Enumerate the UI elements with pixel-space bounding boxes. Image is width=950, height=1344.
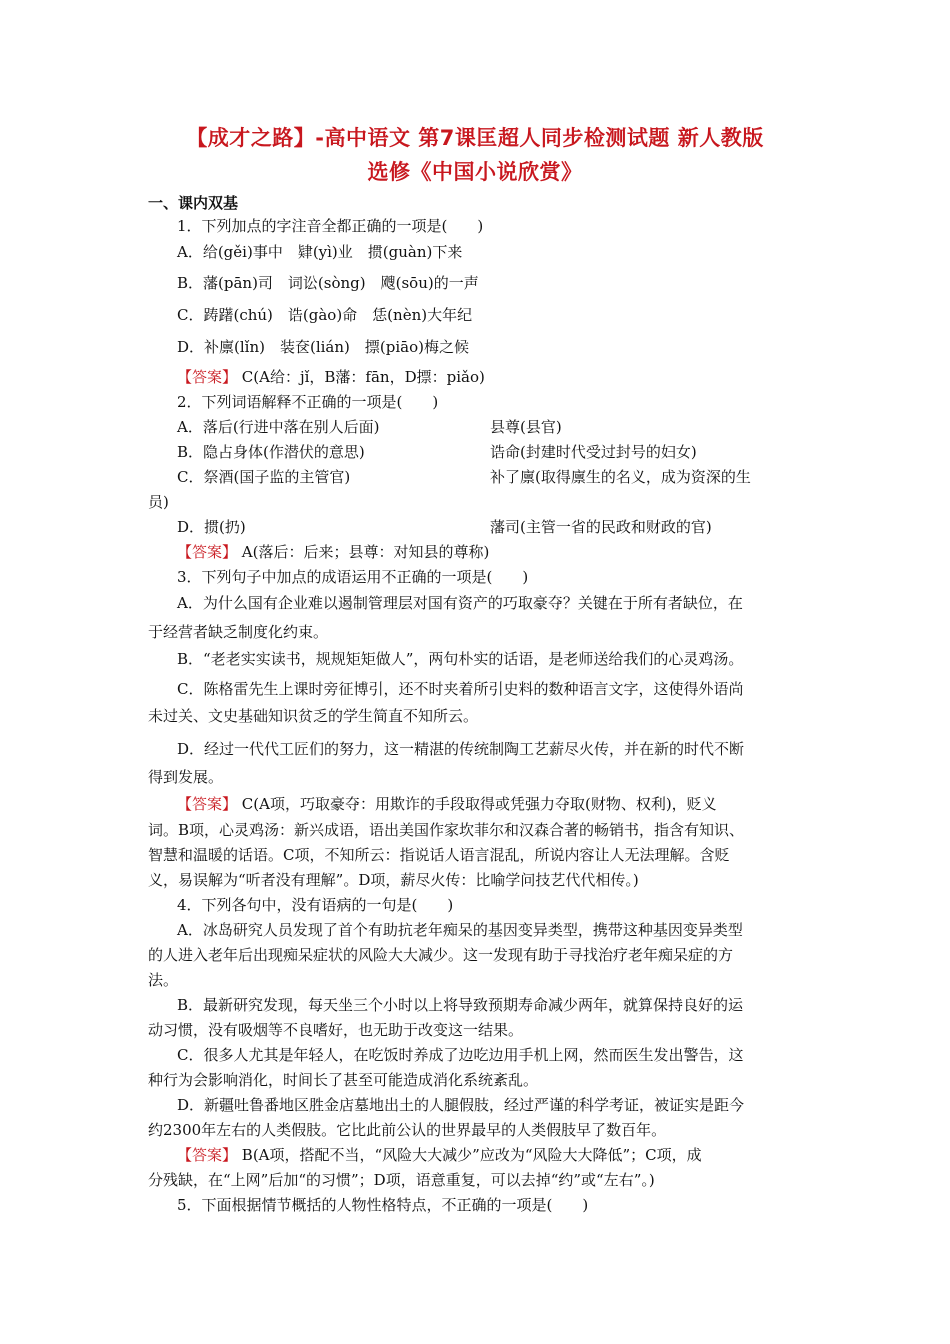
- q3-option-c-line1: C．陈格雷先生上课时旁征博引，还不时夹着所引史料的数种语言文字，这使得外语尚: [177, 680, 744, 698]
- answer-tag: 【答案】: [177, 543, 238, 561]
- q3-option-a-line1: A．为什么国有企业难以遏制管理层对国有资产的巧取豪夺？关键在于所有者缺位，在: [177, 594, 743, 612]
- q4-option-a-line1: A．冰岛研究人员发现了首个有助抗老年痴呆的基因变异类型，携带这种基因变异类型: [177, 921, 743, 939]
- q3-option-d-line2: 得到发展。: [148, 768, 224, 786]
- q1-option-d: D．补廪(lǐn) 装奁(lián) 摽(piāo)梅之候: [177, 338, 469, 356]
- q2-answer-text: A(落后：后来；县尊：对知县的尊称): [241, 543, 490, 561]
- q2-option-a-left: A．落后(行进中落在别人后面): [177, 418, 380, 436]
- q4-option-d-line2: 约2300年左右的人类假肢。它比此前公认的世界最早的人类假肢早了数百年。: [148, 1121, 667, 1139]
- section-heading: 一、课内双基: [148, 194, 239, 212]
- document-title-line1: 【成才之路】-高中语文 第7课匡超人同步检测试题 新人教版: [186, 126, 764, 150]
- q4-option-b-line1: B．最新研究发现，每天坐三个小时以上将导致预期寿命减少两年，就算保持良好的运: [177, 996, 744, 1014]
- q3-answer-text: C(A项，巧取豪夺：用欺诈的手段取得或凭强力夺取(财物、权利)，贬义: [241, 795, 717, 813]
- q2-option-d-right: 藩司(主管一省的民政和财政的官): [490, 518, 712, 536]
- q3-answer-line1: [177, 794, 717, 814]
- q1-option-a: A．给(gěi)事中 肄(yì)业 掼(guàn)下来: [177, 243, 463, 261]
- q1-stem: 1．下列加点的字注音全都正确的一项是( ): [177, 217, 484, 235]
- q2-option-a-right: 县尊(县官): [490, 418, 562, 436]
- q4-answer-text: B(A项，搭配不当，“风险大大减少”应改为“风险大大降低”；C项，成: [241, 1146, 702, 1164]
- q4-stem: 4．下列各句中，没有语病的一句是( ): [177, 896, 454, 914]
- q1-answer: [177, 367, 485, 387]
- q1-option-c: C．踌躇(chú) 诰(gào)命 恁(nèn)大年纪: [177, 306, 473, 324]
- q1-answer-text: C(A给：jǐ，B藩：fān，D摽：piǎo): [241, 368, 485, 386]
- q2-answer: [177, 542, 489, 562]
- q3-option-b-line1: B．“老老实实读书，规规矩矩做人”，两句朴实的话语，是老师送给我们的心灵鸡汤。: [177, 650, 744, 668]
- q3-stem: 3．下列句子中加点的成语运用不正确的一项是( ): [177, 568, 529, 586]
- answer-tag: 【答案】: [177, 368, 238, 386]
- q3-answer-line4: 义，易误解为“听者没有理解”。D项，薪尽火传：比喻学问技艺代代相传。): [148, 871, 639, 889]
- q4-option-a-line3: 法。: [148, 971, 179, 989]
- q2-option-d-left: D．掼(扔): [177, 518, 246, 536]
- q2-option-b-right: 诰命(封建时代受过封号的妇女): [490, 443, 697, 461]
- q1-option-b: B．藩(pān)司 词讼(sòng) 飕(sōu)的一声: [177, 274, 479, 292]
- q4-answer-line2: 分残缺，在“上网”后加“的习惯”；D项，语意重复，可以去掉“约”或“左右”。): [148, 1171, 655, 1189]
- q4-option-a-line2: 的人进入老年后出现痴呆症状的风险大大减少。这一发现有助于寻找治疗老年痴呆症的方: [148, 946, 734, 964]
- q3-option-c-line2: 未过关、文史基础知识贫乏的学生简直不知所云。: [148, 707, 479, 725]
- q4-option-c-line1: C．很多人尤其是年轻人，在吃饭时养成了边吃边用手机上网，然而医生发出警告，这: [177, 1046, 744, 1064]
- document-title-line2: 选修《中国小说欣赏》: [367, 160, 583, 184]
- q4-option-b-line2: 动习惯，没有吸烟等不良嗜好，也无助于改变这一结果。: [148, 1021, 524, 1039]
- q2-option-c-left: C．祭酒(国子监的主管官): [177, 468, 351, 486]
- q4-option-d-line1: D．新疆吐鲁番地区胜金店墓地出土的人腿假肢，经过严谨的科学考证，被证实是距今: [177, 1096, 745, 1114]
- q2-option-b-left: B．隐占身体(作潜伏的意思): [177, 443, 365, 461]
- q2-option-c-right: 补了廪(取得廪生的名义，成为资深的生: [490, 468, 751, 486]
- q4-answer-line1: [177, 1145, 702, 1165]
- q3-answer-line3: 智慧和温暖的话语。C项，不知所云：指说话人语言混乱，所说内容让人无法理解。含贬: [148, 846, 730, 864]
- q5-stem: 5．下面根据情节概括的人物性格特点，不正确的一项是( ): [177, 1196, 589, 1214]
- q2-option-c-cont: 员): [148, 493, 169, 511]
- q3-option-d-line1: D．经过一代代工匠们的努力，这一精湛的传统制陶工艺薪尽火传，并在新的时代不断: [177, 740, 745, 758]
- answer-tag: 【答案】: [177, 795, 238, 813]
- q3-option-a-line2: 于经营者缺乏制度化约束。: [148, 623, 329, 641]
- q4-option-c-line2: 种行为会影响消化，时间长了甚至可能造成消化系统紊乱。: [148, 1071, 539, 1089]
- answer-tag: 【答案】: [177, 1146, 238, 1164]
- q2-stem: 2．下列词语解释不正确的一项是( ): [177, 393, 439, 411]
- q3-answer-line2: 词。B项，心灵鸡汤：新兴成语，语出美国作家坎菲尔和汉森合著的畅销书，指含有知识、: [148, 821, 745, 839]
